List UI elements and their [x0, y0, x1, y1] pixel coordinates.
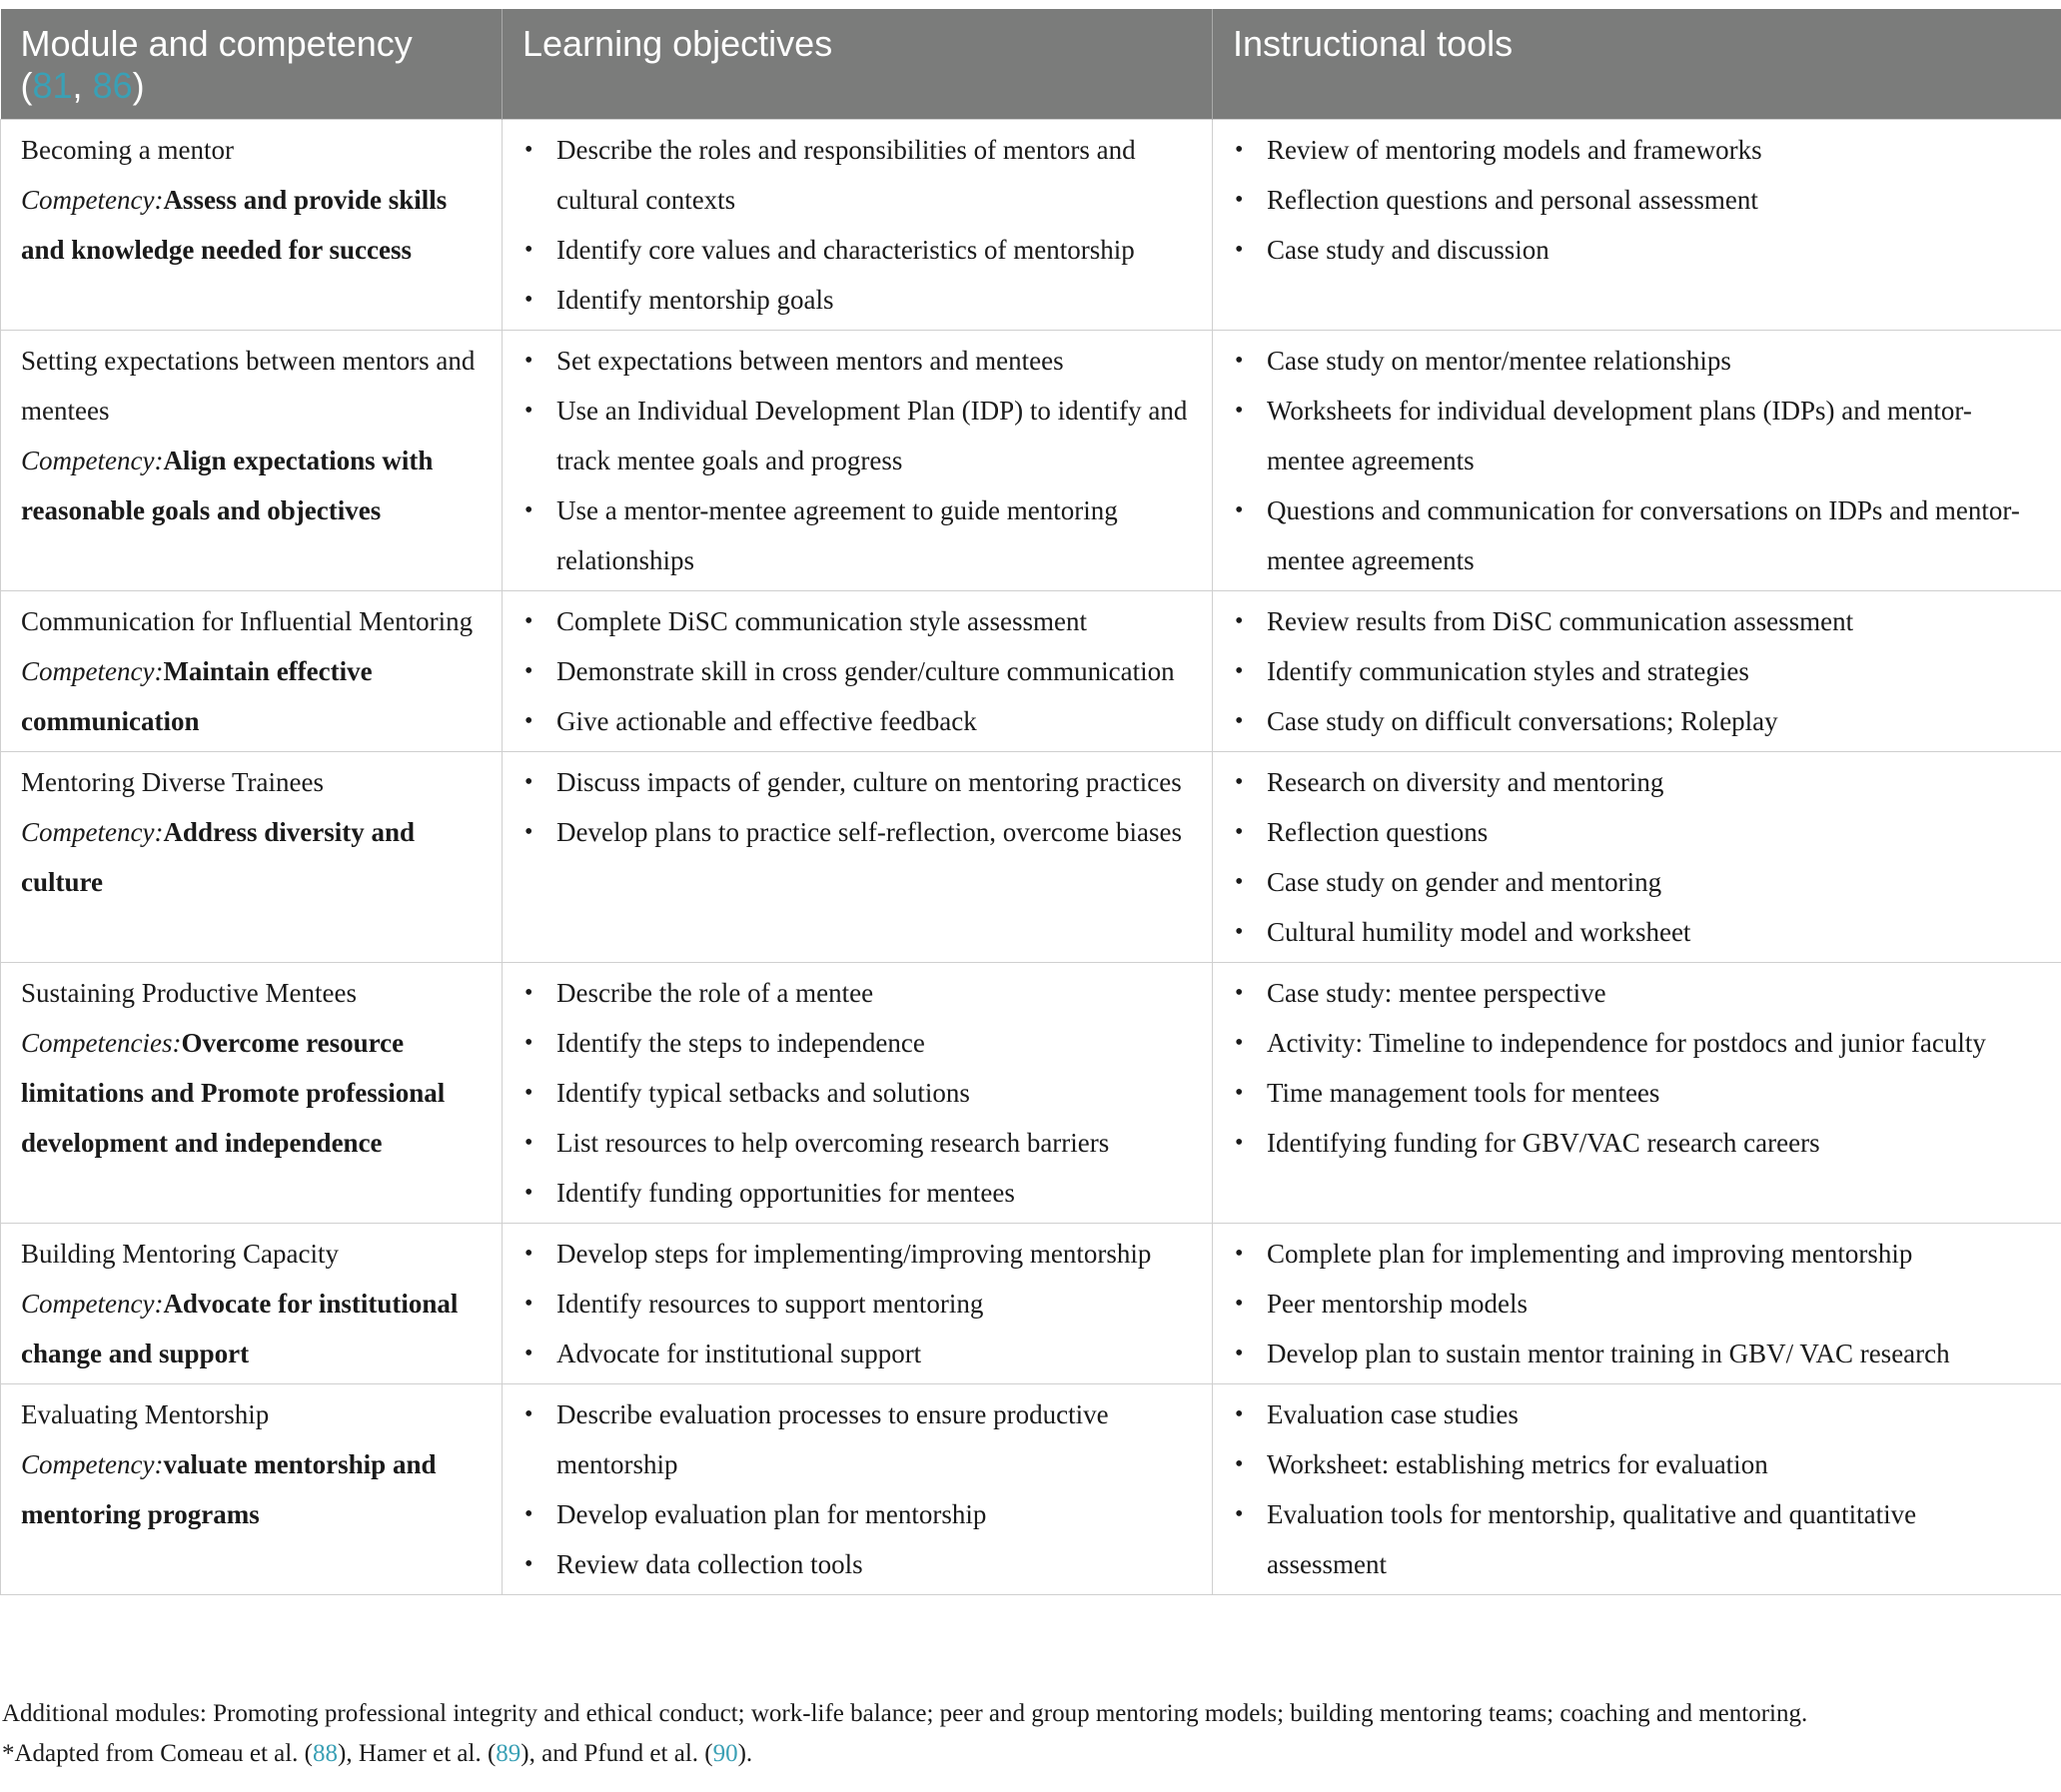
objectives-cell [503, 963, 1213, 1224]
list-item: • Reflection questions [1267, 807, 2041, 857]
module-title: Sustaining Productive Mentees [21, 978, 357, 1008]
list-item: • Identify core values and characteristics of mentorship [556, 225, 1192, 275]
competency [21, 1018, 482, 1168]
competency-label: Competency: [21, 1449, 164, 1479]
citation-link[interactable]: 89 [496, 1740, 521, 1767]
citation-link[interactable]: 90 [712, 1740, 738, 1767]
list-item: • Cultural humility model and worksheet [1267, 907, 2041, 957]
competency-label: Competency: [21, 185, 164, 215]
list-item: • Evaluation case studies [1267, 1389, 2041, 1439]
citation-link[interactable]: 86 [92, 65, 133, 106]
list-item: • Use an Individual Development Plan (IDP) to identify and track mentee goals and progress [556, 386, 1192, 485]
list-item: • Identifying funding for GBV/VAC research careers [1267, 1118, 2041, 1168]
tools-cell [1213, 591, 2061, 752]
list-item: • Complete DiSC communication style assessment [556, 596, 1192, 646]
objectives-cell-list [522, 125, 1192, 325]
mentoring-curriculum-table [0, 9, 2061, 1595]
objectives-cell [503, 1384, 1213, 1595]
list-item: • Case study: mentee perspective [1267, 968, 2041, 1018]
list-item: • Advocate for institutional support [556, 1329, 1192, 1378]
tools-cell-list [1233, 968, 2041, 1168]
module-cell [1, 591, 503, 752]
header-instructional-tools: Instructional tools [1213, 9, 2061, 120]
list-item: • Time management tools for mentees [1267, 1068, 2041, 1118]
table-row [1, 1384, 2061, 1595]
competency-label: Competencies: [21, 1028, 182, 1058]
citation-link[interactable]: 81 [32, 65, 73, 106]
competency-text: Advocate for institutional change and support [21, 1289, 459, 1368]
list-item: • Develop plan to sustain mentor training in GBV/ VAC research [1267, 1329, 2041, 1378]
table-row [1, 1224, 2061, 1384]
competency-label: Competency: [21, 817, 164, 847]
list-item: • Review results from DiSC communication assessment [1267, 596, 2041, 646]
module-cell [1, 1224, 503, 1384]
table-footnotes [0, 1694, 2061, 1774]
competency-text: Address diversity and culture [21, 817, 415, 897]
header-learning-objectives: Learning objectives [503, 9, 1213, 120]
list-item: • Identify the steps to independence [556, 1018, 1192, 1068]
objectives-cell-list [522, 1389, 1192, 1589]
objectives-cell [503, 120, 1213, 331]
competency [21, 1279, 482, 1378]
competency-label: Competency: [21, 656, 164, 686]
competency-text: Maintain effective communication [21, 656, 373, 736]
objectives-cell-list [522, 336, 1192, 585]
tools-cell [1213, 120, 2061, 331]
tools-cell [1213, 1384, 2061, 1595]
module-cell [1, 120, 503, 331]
table-header-row [1, 9, 2061, 120]
competency [21, 807, 482, 907]
list-item: • Identify communication styles and strategies [1267, 646, 2041, 696]
list-item: • Worksheet: establishing metrics for evaluation [1267, 1439, 2041, 1489]
objectives-cell [503, 1224, 1213, 1384]
list-item: • Set expectations between mentors and mentees [556, 336, 1192, 386]
list-item: • Use a mentor-mentee agreement to guide mentoring relationships [556, 485, 1192, 585]
objectives-cell-list [522, 757, 1192, 857]
module-title: Becoming a mentor [21, 135, 234, 165]
competency [21, 1439, 482, 1539]
list-item: • Demonstrate skill in cross gender/culture communication [556, 646, 1192, 696]
objectives-cell-list [522, 596, 1192, 746]
objectives-cell [503, 591, 1213, 752]
module-title: Evaluating Mentorship [21, 1399, 270, 1429]
list-item: • Review of mentoring models and frameworks [1267, 125, 2041, 175]
list-item: • Describe the roles and responsibilities of mentors and cultural contexts [556, 125, 1192, 225]
list-item: • Develop steps for implementing/improving mentorship [556, 1229, 1192, 1279]
table-row [1, 331, 2061, 591]
list-item: • Complete plan for implementing and improving mentorship [1267, 1229, 2041, 1279]
module-cell [1, 331, 503, 591]
competency-label: Competency: [21, 1289, 164, 1319]
tools-cell-list [1233, 596, 2041, 746]
module-title: Building Mentoring Capacity [21, 1239, 339, 1269]
list-item: • Worksheets for individual development plans (IDPs) and mentor-mentee agreements [1267, 386, 2041, 485]
module-cell [1, 752, 503, 963]
list-item: • Research on diversity and mentoring [1267, 757, 2041, 807]
list-item: • Case study on difficult conversations; Roleplay [1267, 696, 2041, 746]
list-item: • Identify typical setbacks and solutions [556, 1068, 1192, 1118]
tools-cell [1213, 1224, 2061, 1384]
list-item: • Activity: Timeline to independence for postdocs and junior faculty [1267, 1018, 2041, 1068]
tools-cell [1213, 331, 2061, 591]
list-item: • Case study on mentor/mentee relationships [1267, 336, 2041, 386]
objectives-cell [503, 331, 1213, 591]
list-item: • Peer mentorship models [1267, 1279, 2041, 1329]
tools-cell-list [1233, 1229, 2041, 1378]
module-title: Mentoring Diverse Trainees [21, 767, 324, 797]
competency-text: valuate mentorship and mentoring programs [21, 1449, 437, 1529]
list-item: • Develop plans to practice self-reflection, overcome biases [556, 807, 1192, 857]
table-row [1, 591, 2061, 752]
module-title: Communication for Influential Mentoring [21, 606, 474, 636]
list-item: • Questions and communication for conversations on IDPs and mentor-mentee agreements [1267, 485, 2041, 585]
table-row [1, 120, 2061, 331]
tools-cell [1213, 963, 2061, 1224]
table-body [1, 120, 2061, 1595]
list-item: • Give actionable and effective feedback [556, 696, 1192, 746]
module-cell [1, 1384, 503, 1595]
module-title: Setting expectations between mentors and mentees [21, 346, 476, 426]
list-item: • List resources to help overcoming research barriers [556, 1118, 1192, 1168]
list-item: • Identify funding opportunities for mentees [556, 1168, 1192, 1218]
competency-text: Align expectations with reasonable goals and objectives [21, 446, 434, 525]
list-item: • Describe the role of a mentee [556, 968, 1192, 1018]
competency-label: Competency: [21, 446, 164, 475]
list-item: • Case study on gender and mentoring [1267, 857, 2041, 907]
objectives-cell-list [522, 1229, 1192, 1378]
footnote-additional-modules: Additional modules: Promoting professional integrity and ethical conduct; work-life balance; peer and group mentoring models; building mentoring teams; coaching and mentoring. [2, 1700, 1808, 1727]
table-row [1, 752, 2061, 963]
tools-cell-list [1233, 125, 2041, 275]
module-cell [1, 963, 503, 1224]
competency-text: Assess and provide skills and knowledge needed for success [21, 185, 448, 265]
tools-cell-list [1233, 1389, 2041, 1589]
list-item: • Develop evaluation plan for mentorship [556, 1489, 1192, 1539]
competency [21, 646, 482, 746]
list-item: • Case study and discussion [1267, 225, 2041, 275]
tools-cell-list [1233, 757, 2041, 957]
table-row [1, 963, 2061, 1224]
list-item: • Reflection questions and personal assessment [1267, 175, 2041, 225]
header-module-competency: Module and competency (81, 86) [1, 9, 503, 120]
list-item: • Evaluation tools for mentorship, qualitative and quantitative assessment [1267, 1489, 2041, 1589]
objectives-cell-list [522, 968, 1192, 1218]
list-item: • Identify resources to support mentoring [556, 1279, 1192, 1329]
list-item: • Discuss impacts of gender, culture on mentoring practices [556, 757, 1192, 807]
objectives-cell [503, 752, 1213, 963]
tools-cell-list [1233, 336, 2041, 585]
tools-cell [1213, 752, 2061, 963]
competency-text: Overcome resource limitations and Promote professional development and independence [21, 1028, 446, 1158]
competency [21, 436, 482, 535]
list-item: • Describe evaluation processes to ensure productive mentorship [556, 1389, 1192, 1489]
citation-link[interactable]: 88 [313, 1740, 339, 1767]
competency [21, 175, 482, 275]
list-item: • Identify mentorship goals [556, 275, 1192, 325]
list-item: • Review data collection tools [556, 1539, 1192, 1589]
footnote-adapted-from: *Adapted from Comeau et al. (88), Hamer et al. (89), and Pfund et al. (90). [2, 1740, 753, 1767]
